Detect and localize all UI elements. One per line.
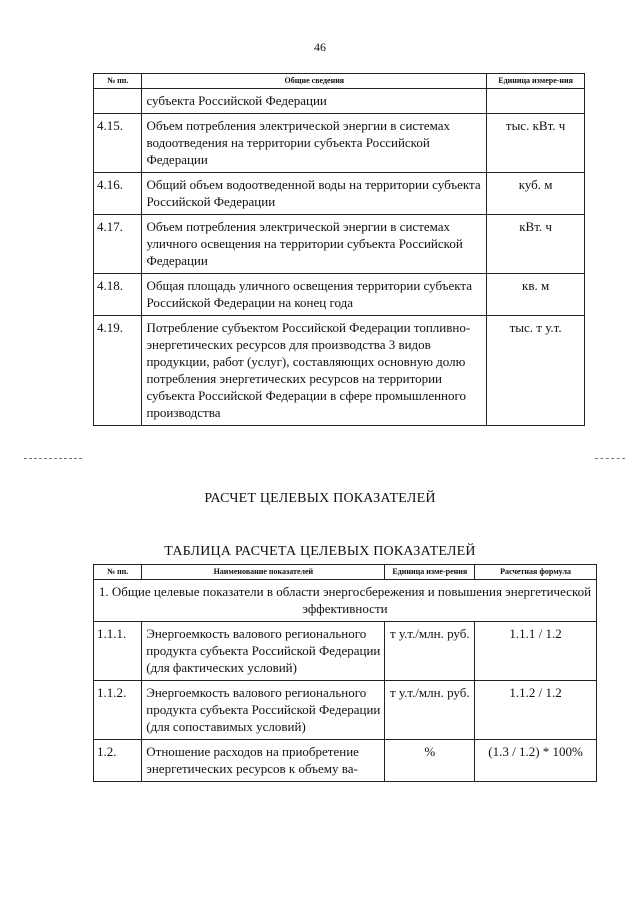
row-formula: 1.1.1 / 1.2	[475, 622, 597, 681]
page-number: 46	[314, 40, 326, 54]
scan-dash-left	[24, 458, 82, 459]
row-indicator-name: Энергоемкость валового регионального продукта субъекта Российской Федерации (для сопоставимых условий)	[142, 681, 385, 740]
table-row	[94, 740, 597, 782]
row-number: 1.1.1.	[94, 622, 142, 681]
group-row	[94, 580, 597, 622]
row-unit: кв. м	[487, 274, 585, 316]
row-unit: тыс. кВт. ч	[487, 114, 585, 173]
table-row	[94, 622, 597, 681]
row-description: Потребление субъектом Российской Федерации топливно-энергетических ресурсов для производства 3 видов продукции, работ (услуг), составляющих основную долю потребления энергетических ресурсов на территории субъекта Российской Федерации в сфере промышленного производства	[142, 316, 487, 426]
target-indicators-table	[93, 564, 597, 782]
table-row	[94, 215, 585, 274]
row-description: Общая площадь уличного освещения территории субъекта Российской Федерации на конец года	[142, 274, 487, 316]
row-description: Объем потребления электрической энергии в системах водоотведения на территории субъекта Российской Федерации	[142, 114, 487, 173]
column-header-unit: Единица измере-ния	[487, 74, 585, 89]
table-row	[94, 681, 597, 740]
row-formula: (1.3 / 1.2) * 100%	[475, 740, 597, 782]
row-unit: куб. м	[487, 173, 585, 215]
row-unit: %	[385, 740, 475, 782]
column-header-number: № пп.	[94, 565, 142, 580]
scan-dash-right	[595, 458, 625, 459]
column-header-general-info: Общие сведения	[142, 74, 487, 89]
table-header-row	[94, 74, 585, 89]
column-header-formula: Расчетная формула	[475, 565, 597, 580]
row-number: 4.19.	[94, 316, 142, 426]
column-header-unit: Единица изме-рения	[385, 565, 475, 580]
section-heading: РАСЧЕТ ЦЕЛЕВЫХ ПОКАЗАТЕЛЕЙ	[204, 491, 436, 506]
table-row	[94, 173, 585, 215]
row-number: 4.15.	[94, 114, 142, 173]
row-number: 1.1.2.	[94, 681, 142, 740]
row-indicator-name: Энергоемкость валового регионального продукта субъекта Российской Федерации (для фактических условий)	[142, 622, 385, 681]
row-description: Объем потребления электрической энергии в системах уличного освещения на территории субъекта Российской Федерации	[142, 215, 487, 274]
row-number	[94, 89, 142, 114]
table-title: ТАБЛИЦА РАСЧЕТА ЦЕЛЕВЫХ ПОКАЗАТЕЛЕЙ	[164, 544, 476, 559]
row-number: 4.18.	[94, 274, 142, 316]
table-row	[94, 316, 585, 426]
table-row	[94, 274, 585, 316]
table-row	[94, 114, 585, 173]
row-unit: тыс. т у.т.	[487, 316, 585, 426]
table-header-row	[94, 565, 597, 580]
row-formula: 1.1.2 / 1.2	[475, 681, 597, 740]
row-unit: т у.т./млн. руб.	[385, 681, 475, 740]
column-header-number: № пп.	[94, 74, 142, 89]
row-unit: кВт. ч	[487, 215, 585, 274]
row-indicator-name: Отношение расходов на приобретение энергетических ресурсов к объему ва-	[142, 740, 385, 782]
general-info-table	[93, 73, 585, 426]
row-unit	[487, 89, 585, 114]
table-row	[94, 89, 585, 114]
row-description: субъекта Российской Федерации	[142, 89, 487, 114]
row-number: 1.2.	[94, 740, 142, 782]
group-title: 1. Общие целевые показатели в области энергосбережения и повышения энергетической эффективности	[94, 580, 597, 622]
column-header-indicator-name: Наименование показателей	[142, 565, 385, 580]
row-description: Общий объем водоотведенной воды на территории субъекта Российской Федерации	[142, 173, 487, 215]
row-unit: т у.т./млн. руб.	[385, 622, 475, 681]
row-number: 4.17.	[94, 215, 142, 274]
row-number: 4.16.	[94, 173, 142, 215]
